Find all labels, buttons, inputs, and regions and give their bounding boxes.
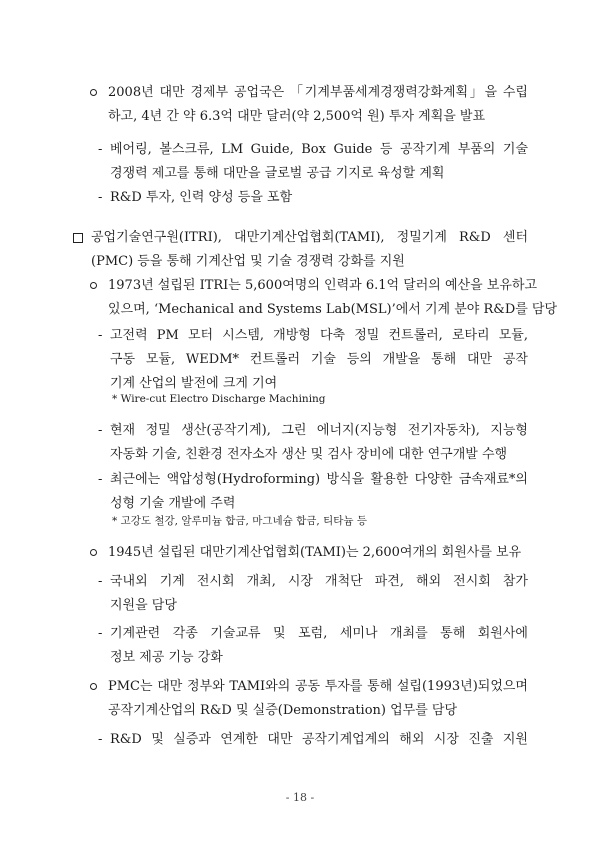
footnote-star: * — [112, 393, 118, 405]
footnote-star: * — [112, 515, 118, 527]
text-line: 구동 모듈, WEDM* 컨트롤러 기술 등의 개발을 통해 대만 공작 — [110, 352, 528, 367]
paragraph-tami-forums — [110, 622, 528, 670]
text-line: 고전력 PM 모터 시스템, 개방형 다축 정밀 컨트롤러, 로타리 모듈, — [110, 328, 528, 343]
paragraph-rd-investment — [110, 186, 528, 210]
text-line: 2008년 대만 경제부 공업국은 「기계부품세계경쟁력강화계획」을 수립 — [108, 85, 528, 100]
text-line: (PMC) 등을 통해 기계산업 및 기술 경쟁력 강화를 지원 — [91, 254, 405, 269]
paragraph-pmc — [108, 675, 528, 723]
text-line: 공작기계산업의 R&D 및 실증(Demonstration) 업무를 담당 — [108, 703, 458, 718]
text-line: R&D 투자, 인력 양성 등을 포함 — [110, 190, 293, 205]
text-line: 성형 기술 개발에 주력 — [110, 496, 236, 511]
dash-bullet: - — [98, 574, 103, 589]
paragraph-institutions — [91, 226, 528, 274]
paragraph-tami-exhibitions — [110, 570, 528, 618]
dash-bullet: - — [98, 626, 103, 641]
text-line: 베어링, 볼스크류, LM Guide, Box Guide 등 공작기계 부품의 기술 — [110, 142, 528, 157]
text-line: 자동화 기술, 친환경 전자소자 생산 및 검사 장비에 대한 연구개발 수행 — [110, 447, 508, 462]
footnote-text: Wire-cut Electro Discharge Machining — [120, 393, 326, 405]
dash-bullet: - — [98, 190, 103, 205]
dash-bullet: - — [98, 142, 103, 157]
text-line: 최근에는 액압성형(Hydroforming) 방식을 활용한 다양한 금속재료*의 — [110, 472, 528, 487]
footnote-metals — [112, 512, 528, 530]
paragraph-pmc-overseas — [110, 728, 528, 752]
dash-bullet: - — [98, 472, 103, 487]
text-line: 1973년 설립된 ITRI는 5,600여명의 인력과 6.1억 달러의 예산을 보유하고 — [108, 278, 538, 293]
paragraph-itri — [108, 274, 558, 322]
text-line: 있으며, ‘Mechanical and Systems Lab(MSL)’에서 기계 분야 R&D를 담당 — [108, 302, 558, 317]
text-line: 공업기술연구원(ITRI), 대만기계산업협회(TAMI), 정밀기계 R&D 센터 — [91, 230, 528, 245]
circle-bullet-icon — [90, 683, 97, 690]
circle-bullet-icon — [90, 89, 97, 96]
circle-bullet-icon — [90, 282, 97, 289]
text-line: 현재 정밀 생산(공작기계), 그린 에너지(지능형 전기자동차), 지능형 — [110, 423, 528, 438]
circle-bullet-icon — [90, 549, 97, 556]
paragraph-itri-research — [110, 419, 528, 467]
page-number: - 18 - — [285, 791, 315, 804]
paragraph-itri-hydroforming — [110, 468, 528, 516]
text-line: 기계관련 각종 기술교류 및 포럼, 세미나 개최를 통해 회원사에 — [110, 626, 528, 641]
square-bullet-icon — [73, 233, 83, 243]
text-line: 지원을 담당 — [110, 598, 177, 613]
text-line: 하고, 4년 간 약 6.3억 대만 달러(약 2,500억 원) 투자 계획을 발표 — [108, 109, 486, 124]
paragraph-parts-competitiveness — [110, 138, 528, 186]
dash-bullet: - — [98, 328, 103, 343]
text-line: 정보 제공 기능 강화 — [110, 650, 223, 665]
paragraph-itri-technologies — [110, 324, 528, 396]
text-line: PMC는 대만 정부와 TAMI와의 공동 투자를 통해 설립(1993년)되었으며 — [108, 679, 528, 694]
paragraph-2008-plan — [108, 81, 528, 129]
text-line: 기계 산업의 발전에 크게 기여 — [110, 376, 278, 391]
text-line: R&D 및 실증과 연계한 대만 공작기계업계의 해외 시장 진출 지원 — [110, 732, 528, 747]
dash-bullet: - — [98, 732, 103, 747]
text-line: 1945년 설립된 대만기계산업협회(TAMI)는 2,600여개의 회원사를 보유 — [108, 545, 522, 560]
dash-bullet: - — [98, 423, 103, 438]
text-line: 경쟁력 제고를 통해 대만을 글로벌 공급 기지로 육성할 계획 — [110, 166, 445, 181]
footnote-wedm — [112, 390, 528, 408]
footnote-text: 고강도 철강, 알루미늄 합금, 마그네슘 합금, 티타늄 등 — [120, 515, 367, 527]
text-line: 국내외 기계 전시회 개최, 시장 개척단 파견, 해외 전시회 참가 — [110, 574, 528, 589]
paragraph-tami — [108, 541, 528, 565]
